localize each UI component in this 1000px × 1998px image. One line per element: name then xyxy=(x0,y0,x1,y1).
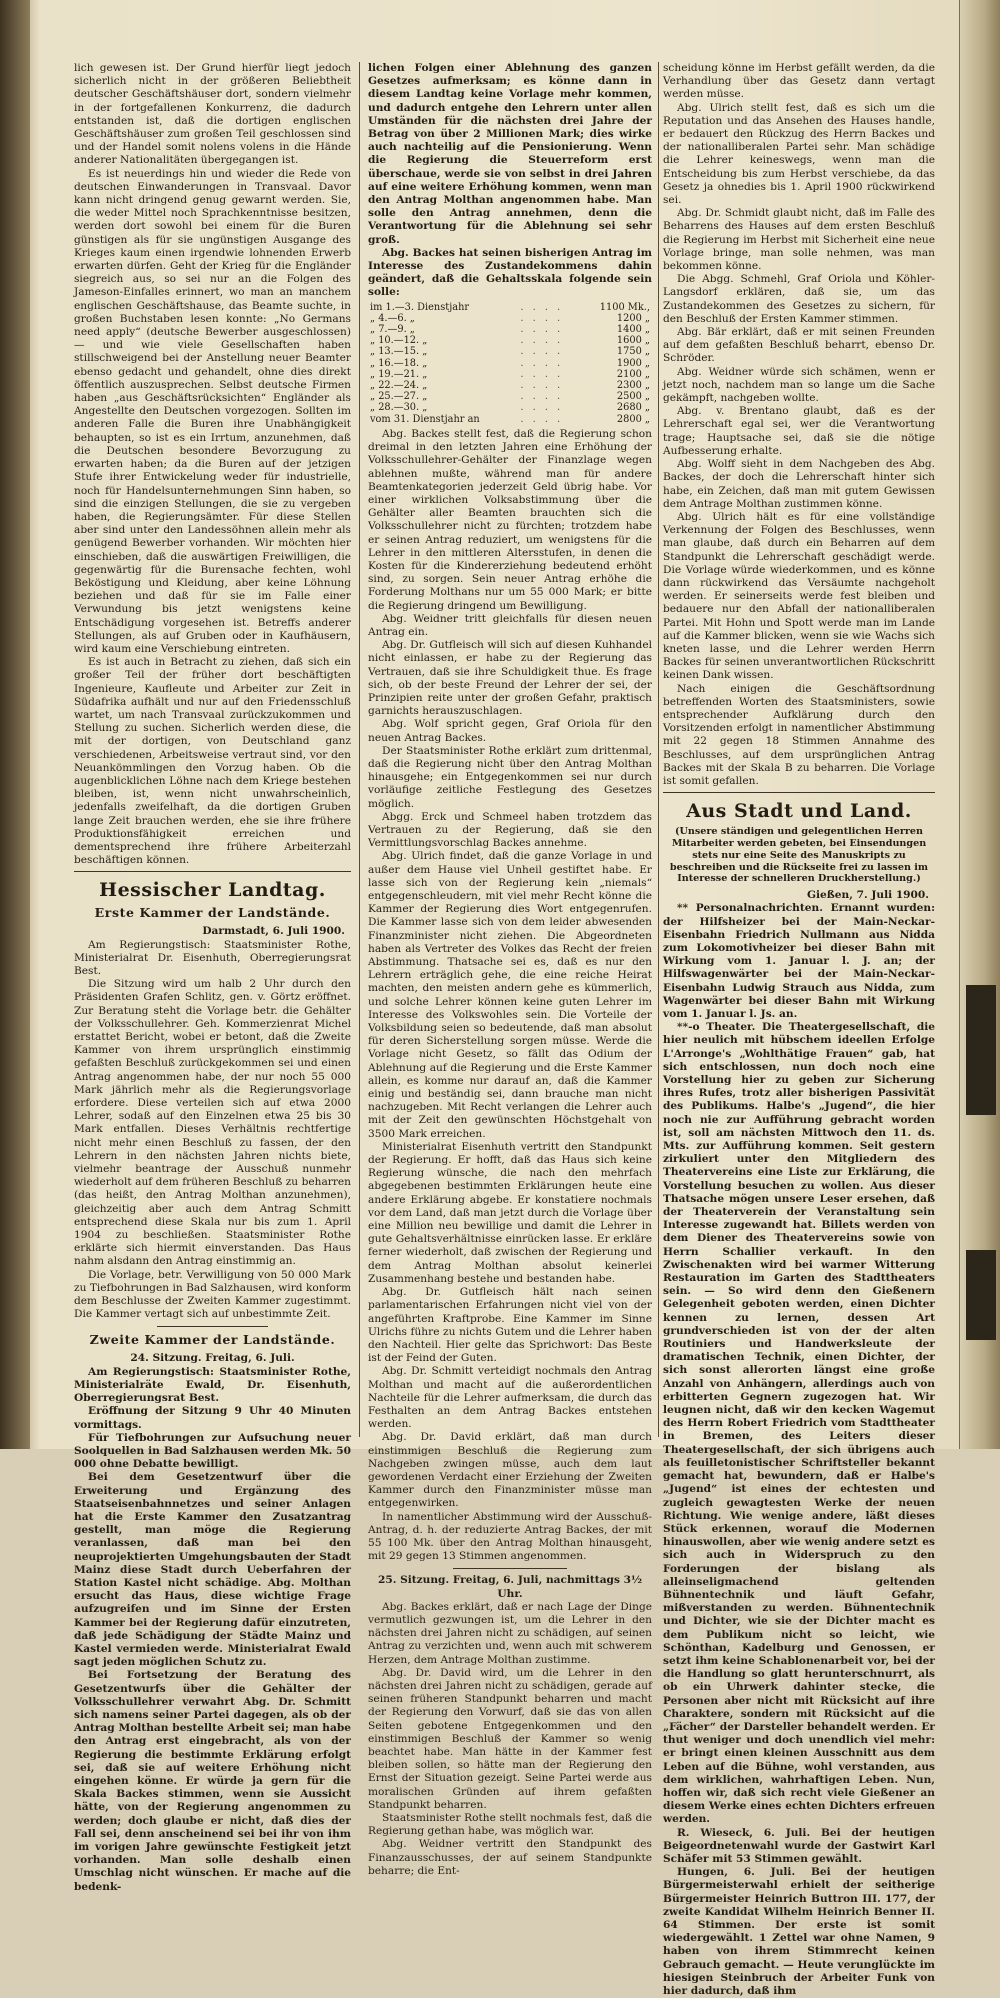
scale-leader-dots: . . . . xyxy=(520,301,564,313)
subheading-zweite-kammer: Zweite Kammer der Landstände. xyxy=(89,1332,336,1348)
paragraph: Die Abgg. Schmehl, Graf Oriola und Köhler-Langsdorf erklären, daß sie, um das Zustandekommen des Gesetzes zu sichern, für den Beschluß der Ersten Kammer stimmen. xyxy=(663,273,935,325)
scale-service-years: „ 19.—21. „ xyxy=(370,368,428,380)
paragraph: Abg. Weidner würde sich schämen, wenn er jetzt noch, nachdem man so lange um die Sache gekämpft, nachgeben wollte. xyxy=(663,365,935,405)
dateline: Gießen, 7. Juli 1900. xyxy=(806,889,929,902)
paragraph: Abg. Bär erklärt, daß er mit seinen Freunden auf dem gefaßten Beschluß beharrt, ebenso Dr. Schröder. xyxy=(663,326,935,365)
paragraph: Abg. Ulrich hält es für eine vollständige Verkennung der Folgen des Beschlusses, wenn man glaube, daß durch ein Beharren auf dem Standpunkt die Lehrerschaft geschädigt werde. Die Vorlage würde wiederkommen, und es könne dann rückwirkend das Versäumte nachgeholt werden. Er seinerseits werde fest bleiben und bedauere nur den Abfall der nationalliberalen Partei. Mit Hohn und Spott werde man im Lande auf die Kammer blicken, wenn sie wie Wachs sich kneten lasse, und die Lehrer werden Herrn Backes für seinen unverantwortlichen Rückschritt keinen Dank wissen. xyxy=(663,510,935,682)
paragraph: Die Sitzung wird um halb 2 Uhr durch den Präsidenten Grafen Schlitz, gen. v. Görtz eröffnet. Zur Beratung steht die Vorlage betr. die Gehälter der Volksschullehrer. Geh. Kommerzienrat Michel erstattet Bericht, wobei er betont, daß die Zweite Kammer von ihrem ursprünglich einstimmig gefaßten Beschluß zurückgekommen sei und einen Antrag angenommen habe, der nur noch 55 000 Mark jährlich mehr als die Regierungsvorlage erfordere. Diese verteilen sich auf etwa 2000 Lehrer, sodaß auf den Einzelnen etwa 25 bis 30 Mark entfallen. Dieses Verhältnis rechtfertige nicht mehr einen Beschluß zu fassen, der den Lehrern in den nächsten Jahren nichts biete, vielmehr beantrage der Ausschuß nunmehr wiederholt auf dem früheren Beschluß zu beharren (das heißt, den Antrag Molthan anzunehmen), gleichzeitig aber auch dem Antrag Schmitt entsprechend diese Skala nur bis zum 1. April 1904 zu beschließen. Staatsminister Rothe erklärte sich hiermit einverstanden. Das Haus nahm alsdann den Antrag einstimmig an. xyxy=(74,978,351,1268)
paragraph: Abg. Dr. Schmitt verteidigt nochmals den Antrag Molthan und macht auf die außerordentlichen Nachteile für die Lehrer aufmerksam, die durch das Festhalten an dem Antrag Backes entstehen werden. xyxy=(368,1365,652,1431)
paragraph: lichen Folgen einer Ablehnung des ganzen Gesetzes aufmerksam; es könne dann in diesem Landtag keine Vorlage mehr kommen, und dadurch entgehe den Lehrern unter allen Umständen für die nächsten drei Jahre der Betrag von über 2 Millionen Mark; dies wirke auch nachteilig auf die Pensionierung. Wenn die Regierung die Steuerreform erst überschaue, werde sie von selbst in drei Jahren auf eine weitere Erhöhung kommen, wenn man den Antrag Molthan angenommen habe. Man solle den Antrag annehmen, denn die Verantwortung für die Ablehnung sei sehr groß. xyxy=(368,62,652,246)
column-rule xyxy=(658,62,659,1437)
salary-scale-row xyxy=(368,380,652,391)
scale-amount: 1750 „ xyxy=(616,346,650,358)
session-line: 25. Sitzung. Freitag, 6. Juli, nachmittags 3½ Uhr. xyxy=(377,1574,643,1600)
salary-scale-row xyxy=(368,335,652,346)
scale-leader-dots: . . . . xyxy=(520,391,564,403)
paragraph: Bei dem Gesetzentwurf über die Erweiterung und Ergänzung des Staatseisenbahnnetzes und seiner Anlagen hat die Erste Kammer den Zusatzantrag gestellt, man möge die Regierung veranlassen, daß man bei den neuprojektierten Umgehungsbauten der Stadt Mainz diese Stadt durch Ueberfahren der Station Kastel nicht schädige. Abg. Molthan ersucht das Haus, diese wichtige Frage aufzugreifen und im Sinne der Ersten Kammer bei der Regierung dafür einzutreten, daß jede Schädigung der Städte Mainz und Kastel vermieden werde. Ministerialrat Ewald sagt jeden möglichen Schutz zu. xyxy=(74,1471,351,1669)
scale-amount: 1100 Mk., xyxy=(599,301,650,313)
scale-leader-dots: . . . . xyxy=(520,312,564,324)
scale-amount: 1900 „ xyxy=(616,357,650,369)
paragraph: Eröffnung der Sitzung 9 Uhr 40 Minuten vormittags. xyxy=(74,1405,351,1431)
paragraph: Abg. Backes hat seinen bisherigen Antrag im Interesse des Zustandekommens dahin geändert, daß die Gehaltsskala folgende sein solle: xyxy=(368,246,652,299)
paragraph: Es ist neuerdings hin und wieder die Rede von deutschen Einwanderungen in Transvaal. Davor kann nicht dringend genug gewarnt werden. Sie, die weder Mittel noch Sprachkenntnisse besitzen, werden dort sowohl bei einem für die Buren günstigen als für sie ungünstigen Ausgange des Krieges kaum einen irgendwie lohnenden Erwerb erwarten dürfen. Geht der Krieg für die Engländer siegreich aus, so sei nur an die Folgen des Jameson-Einfalles erinnert, wo man an manchem englischen Geschäftshause, das Beamte suchte, in großen Buchstaben lesen konnte: „No Germans need apply“ (deutsche Bewerber ausgeschlossen) — und wie viele Gesellschaften haben stillschweigend bei der Anstellung neuer Beamter ebenso gedacht und gehandelt, ohne dies direkt öffentlich auszusprechen. Selbst deutsche Firmen haben „aus Geschäftsrücksichten“ Engländer als Angestellte den Deutschen vorgezogen. Sollten im anderen Falle die Buren ihre Unabhängigkeit behaupten, so ist es ein Irrtum, anzunehmen, daß die Deutschen besondere Bevorzugung zu erwarten haben; da die Buren auf der jetzigen Stufe ihrer Entwickelung weder für industrielle, noch für Handelsunternehmungen Sinn haben, so sind die einzigen Stellungen, die sie zu vergeben haben, die Regierungsämter. Für diese Stellen aber sind unter den Landessöhnen allein mehr als genügend Bewerber vorhanden. Wir möchten hier einschieben, daß die auswärtigen Freiwilligen, die gegenwärtig für die Burensache fechten, wohl Beköstigung und Kleidung, aber keine Löhnung beziehen und daß für sie im Falle einer Verwundung bis jetzt wenigstens keine Entschädigung vorgesehen ist. Betreffs anderer Stellungen, als auf Gruben oder in Kaufhäusern, wird kaum eine Verschiebung eintreten. xyxy=(74,167,351,655)
facing-page-dark-mark xyxy=(966,1250,996,1340)
scale-service-years: im 1.—3. Dienstjahr xyxy=(370,301,470,313)
section-divider xyxy=(74,871,351,872)
scale-service-years: vom 31. Dienstjahr an xyxy=(370,413,480,425)
paragraph: Es ist auch in Betracht zu ziehen, daß sich ein großer Teil der früher dort beschäftigten Ingenieure, Kaufleute und Arbeiter zur Zeit in Südafrika aufhält und nur auf den Friedensschluß wartet, um nach Transvaal zurückzukommen und Stellung zu suchen. Sicherlich werden diese, die mit der dortigen, von Deutschland ganz verschiedenen, Arbeitsweise vertraut sind, vor den Neuankömmlingen den Vorzug haben. Ob die augenblicklichen Löhne nach dem Kriege bestehen bleiben, ist, wenn nicht unwahrscheinlich, jedenfalls zweifelhaft, da die dortigen Gruben lange Zeit brauchen werden, ehe sie ihre frühere Produktionsfähigkeit erreichen und dementsprechend ihre frühere Arbeiterzahl beschäftigen können. xyxy=(74,656,351,867)
scale-leader-dots: . . . . xyxy=(520,380,564,392)
paragraph: Abg. Weidner tritt gleichfalls für diesen neuen Antrag ein. xyxy=(368,612,652,638)
scale-service-years: „ 4.—6. „ xyxy=(370,312,415,324)
paragraph: scheidung könne im Herbst gefällt werden, da die Verhandlung über das Gesetz dann vertagt werden müsse. xyxy=(663,62,935,101)
page-binding-shadow xyxy=(0,0,30,1449)
salary-scale-row xyxy=(368,402,652,413)
paragraph: Abg. Ulrich findet, daß die ganze Vorlage in und außer dem Hause viel Unheil gestiftet habe. Er lasse sich von der Regierung kein „niemals“ entgegenschleudern, mit viel mehr Recht könne die Kammer der Regierung dies Wort entgegenrufen. Die Kammer lasse sich von dem leider abwesenden Finanzminister nicht ziehen. Die Abgeordneten haben als Vertreter des Volkes das Recht der freien Abstimmung. Thatsache sei es, daß es nur den Lehrern erträglich gehe, die eine reiche Heirat machten, den meisten andern gehe es kümmerlich, und solche Lehrer können keine guten Lehrer im Interesse des Volkswohles sein. Die Vorteile der Volksbildung seien so bedeutende, daß man absolut für deren Sicherstellung sorgen müsse. Werde die Vorlage nicht Gesetz, so fällt das Odium der Ablehnung auf die Regierung und die Erste Kammer allein, es komme nur darauf an, daß die Kammer einig und beständig sei, dann brauche man nicht nachzugeben. Mit Recht verlangen die Lehrer auch mit der Zeit den gewünschten Höchstgehalt von 3500 Mark erreichen. xyxy=(368,850,652,1140)
scale-leader-dots: . . . . xyxy=(520,357,564,369)
paragraph: Hungen, 6. Juli. Bei der heutigen Bürgermeisterwahl erhielt der seitherige Bürgermeister Heinrich Buttron III. 177, der zweite Kandidat Wilhelm Heinrich Benner II. 64 Stimmen. Der erste ist somit wiedergewählt. 1 Zettel war ohne Namen, 9 haben von ihrem Stimmrecht keinen Gebrauch gemacht. — Heute verunglückte im hiesigen Steinbruch der Arbeiter Funk von hier dadurch, daß ihm xyxy=(663,1866,935,1998)
column-1-article xyxy=(74,62,351,867)
facing-page-edge xyxy=(959,0,1000,1449)
paragraph: Abg. Weidner vertritt den Standpunkt des Finanzausschusses, der auf seinem Standpunkte beharre; die Ent- xyxy=(368,1838,652,1877)
scale-service-years: „ 13.—15. „ xyxy=(370,346,428,358)
scale-amount: 2680 „ xyxy=(616,402,650,414)
paragraph: Abg. v. Brentano glaubt, daß es der Lehrerschaft egal sei, wer die Verantwortung trage; Hauptsache sei, daß sie die nötige Aufbesserung erhalte. xyxy=(663,405,935,457)
scale-service-years: „ 28.—30. „ xyxy=(370,402,428,414)
scale-leader-dots: . . . . xyxy=(520,413,564,425)
scale-amount: 2300 „ xyxy=(616,380,650,392)
scale-leader-dots: . . . . xyxy=(520,368,564,380)
scale-service-years: „ 10.—12. „ xyxy=(370,335,428,347)
subheading-erste-kammer: Erste Kammer der Landstände. xyxy=(94,905,331,921)
paragraph: Die Vorlage, betr. Verwilligung von 50 000 Mark zu Tiefbohrungen in Bad Salzhausen, wird konform dem Beschlusse der Zweiten Kammer zugestimmt. Die Kammer vertagt sich auf unbestimmte Zeit. xyxy=(74,1268,351,1321)
column-1 xyxy=(74,62,351,1893)
section-title-stadt-und-land: Aus Stadt und Land. xyxy=(686,800,912,823)
salary-scale-row xyxy=(368,391,652,402)
paragraph: Abg. Wolf spricht gegen, Graf Oriola für den neuen Antrag Backes. xyxy=(368,718,652,744)
section-title-landtag: Hessischer Landtag. xyxy=(99,879,326,902)
dateline: Darmstadt, 6. Juli 1900. xyxy=(202,925,345,938)
session-line: 24. Sitzung. Freitag, 6. Juli. xyxy=(130,1352,295,1365)
scale-leader-dots: . . . . xyxy=(520,335,564,347)
paragraph: Abg. Dr. David erklärt, daß man durch einstimmigen Beschluß die Regierung zum Nachgeben zwingen müsse, auch dem laut gewordenen Verdacht einer Erziehung der Zweiten Kammer durch den Finanzminister müsse man entgegenwirken. xyxy=(368,1431,652,1510)
salary-scale-row xyxy=(368,358,652,369)
paragraph: Bei Fortsetzung der Beratung des Gesetzentwurfs über die Gehälter der Volksschullehrer verwahrt Abg. Dr. Schmitt sich namens seiner Partei dagegen, als ob der Antrag Molthan bestellte Arbeit sei; man habe den Antrag erst eingebracht, als von der Regierung die bestimmte Erklärung erfolgt sei, daß sie auf weitere Erhöhung nicht eingehen könne. Er würde ja gern für die Skala Backes stimmen, wenn sie Aussicht hätte, von der Regierung angenommen zu werden; doch glaube er nicht, daß dies der Fall sei, denn anscheinend sei bei ihr von ihm im vorigen Jahre gewünschte Festigkeit jetzt vorhanden. Man solle deshalb einen Umschlag nicht wünschen. Er mache auf die bedenk- xyxy=(74,1669,351,1893)
paragraph: Am Regierungstisch: Staatsminister Rothe, Ministerialrat Dr. Eisenhuth, Oberregierungsrat Best. xyxy=(74,938,351,977)
scale-leader-dots: . . . . xyxy=(520,402,564,414)
paragraph: **-o Theater. Die Theatergesellschaft, die hier neulich mit hübschem ideellen Erfolge L'Arronge's „Wohlthätige Frauen“ gab, hat sich entschlossen, nun doch noch eine Vorstellung hier zu geben zur Sicherung ihres Rufes, trotz aller bisherigen Passivität des Publikums. Halbe's „Jugend“, die hier noch nie zur Aufführung gebracht worden ist, soll am nächsten Mittwoch den 11. ds. Mts. zur Aufführung kommen. Seit gestern zirkuliert unter den Mitgliedern des Theatervereins eine Liste zur Erklärung, die Vorstellung besuchen zu wollen. Aus dieser Thatsache mögen unsere Leser ersehen, daß der Theaterverein der Veranstaltung sein Interesse zugewandt hat. Billets werden von dem Diener des Theatervereins sowie von Herrn Schallier verkauft. In den Zwischenakten wird bei warmer Witterung Restauration im Garten des Stadttheaters sein. — So wird denn den Gießenern Gelegenheit geboten werden, einen Dichter kennen zu lernen, dessen Art grundverschieden ist von der der alten Routiniers und Handwerksleute der dramatischen Technik, einen Dichter, der sich sonst allerorten längst eine große Anzahl von Anhängern, allerdings auch von erbitterten Gegnern zugezogen hat. Wir leugnen nicht, daß wir den kecken Wagemut des Herrn Robert Friedrich vom Stadttheater in Bremen, des Leiters dieser Theatergesellschaft, der sich übrigens auch als feuilletonistischer Schriftsteller bekannt gemacht hat, bewundern, daß er Halbe's „Jugend“ ist eines der echtesten und zugleich gewagtesten Werke der neuen Richtung. Wie wenige andere, läßt dieses Stück erkennen, worauf die Modernen hinauswollen, aber wie wenig andere setzt es sich auch in Widerspruch zu den Forderungen der bislang als alleinseligmachend geltenden Bühnentechnik und läuft Gefahr, mißverstanden zu werden. Bühnentechnik und Dichter, wie sie der Dichter macht es dem Publikum nicht so leicht, wie Schönthan, Kadelburg und Genossen, er setzt ihm keine Schablonenarbeit vor, bei der die Handlung so glatt herunterschnurrt, als ob ein Uhrwerk dahinter stecke, die Personen aber nicht mit Rücksicht auf ihre Charaktere, sondern mit Rücksicht auf die „Fächer“ der Darsteller behandelt werden. Er thut weniger und doch unendlich viel mehr: er bringt einen kleinen Ausschnitt aus dem Leben auf die Bühne, wohl verstanden, aus dem wirklichen, wahrhaftigen Leben. Nun, hoffen wir, daß sich recht viele Gießener an diesem Werke eines echten Dichters erfreuen werden. xyxy=(663,1021,935,1826)
scale-amount: 1400 „ xyxy=(616,324,650,336)
scale-amount: 2500 „ xyxy=(616,391,650,403)
paragraph: Abg. Dr. Gutfleisch will sich auf diesen Kuhhandel nicht einlassen, er habe zu der Regierung das Vertrauen, daß sie ihre Schuldigkeit thue. Es frage sich, ob der beste Freund der Lehrer der sei, der Prinzipien reite unter der großen Gefahr, praktisch garnichts herauszuschlagen. xyxy=(368,639,652,718)
scale-service-years: „ 25.—27. „ xyxy=(370,391,428,403)
paragraph: Für Tiefbohrungen zur Aufsuchung neuer Soolquellen in Bad Salzhausen werden Mk. 50 000 ohne Debatte bewilligt. xyxy=(74,1431,351,1471)
section-divider xyxy=(663,792,935,793)
scale-service-years: „ 16.—18. „ xyxy=(370,357,428,369)
short-divider xyxy=(157,1326,268,1327)
salary-scale-row xyxy=(368,302,652,313)
paragraph: Abg. Wolff sieht in dem Nachgeben des Abg. Backes, der doch die Lehrerschaft hinter sich habe, ein Zeichen, daß man mit gutem Gewissen dem Antrage Molthan zustimmen könne. xyxy=(663,458,935,510)
scale-leader-dots: . . . . xyxy=(520,346,564,358)
salary-scale-row xyxy=(368,369,652,380)
paragraph: ** Personalnachrichten. Ernannt wurden: der Hilfsheizer bei der Main-Neckar-Eisenbahn Friedrich Nullmann aus Nidda zum Lokomotivheizer bei dieser Bahn mit Wirkung vom 1. Januar l. J. an; der Hilfswagenwärter bei der Main-Neckar-Eisenbahn Ludwig Strauch aus Nidda, zum Wagenwärter bei dieser Bahn mit Wirkung vom 1. Januar l. Js. an. xyxy=(663,902,935,1020)
paragraph: In namentlicher Abstimmung wird der Ausschuß-Antrag, d. h. der reduzierte Antrag Backes, der mit 55 100 Mk. über den Antrag Molthan hinausgeht, mit 29 gegen 13 Stimmen angenommen. xyxy=(368,1510,652,1563)
paragraph: Abg. Dr. Gutfleisch hält nach seinen parlamentarischen Erfahrungen nicht viel von der angeführten Kraftprobe. Eine Kammer im Sinne Ulrichs führe zu nichts Gutem und die Lehrer haben den Nachteil. Hier gelte das Sprichwort: Das Beste ist der Feind der Guten. xyxy=(368,1286,652,1365)
scale-amount: 2800 „ xyxy=(616,413,650,425)
column-rule xyxy=(359,62,360,1437)
paragraph: Staatsminister Rothe stellt nochmals fest, daß die Regierung gethan habe, was möglich war. xyxy=(368,1812,652,1838)
paragraph: Am Regierungstisch: Staatsminister Rothe, Ministerialräte Ewald, Dr. Eisenhuth, Oberregierungsrat Best. xyxy=(74,1365,351,1405)
paragraph: Abgg. Erck und Schmeel haben trotzdem das Vertrauen zu der Regierung, daß sie den Vermittlungsvorschlag Backes annehme. xyxy=(368,810,652,850)
paragraph: Abg. Dr. David wird, um die Lehrer in den nächsten drei Jahren nicht zu schädigen, gerade auf seinen früheren Standpunkt beharren und macht der Regierung den Vorwurf, daß sie das von allen Seiten gebotene Entgegenkommen und den einstimmigen Beschluß der Kammer so wenig beachtet habe. Man hätte in der Kammer fest bleiben sollen, so hätte man der Regierung den Ernst der Situation gezeigt. Seine Partei werde aus moralischen Gründen auf ihrem gefaßten Standpunkt beharren. xyxy=(368,1666,652,1811)
scale-service-years: „ 22.—24. „ xyxy=(370,380,428,392)
scale-service-years: „ 7.—9. „ xyxy=(370,324,415,336)
paragraph: Abg. Backes stellt fest, daß die Regierung schon dreimal in den letzten Jahren eine Erhöhung der Volksschullehrer-Gehälter der Finanzlage wegen ablehnen mußte, während man für andere Beamtenkategorien jederzeit Geld übrig habe. Vor einer wirklichen Volksabstimmung über die Gehälter aller Beamten brauchten sich die Volksschullehrer nicht zu fürchten; trotzdem habe er seinen Antrag reduziert, um wenigstens für die Lehrer in den mittleren Altersstufen, in denen die Kosten für die Kindererziehung bedeutend erhöht sind, zu sorgen. Sein neuer Antrag erhöhe die Forderung Molthans nur um 55 000 Mark; er bitte die Regierung dringend um Bewilligung. xyxy=(368,427,652,612)
paragraph: Abg. Backes erklärt, daß er nach Lage der Dinge vermutlich gezwungen ist, um die Lehrer in den nächsten drei Jahren nicht zu schädigen, auf seinen Antrag zu verzichten und, wenn auch mit schwerem Herzen, dem Antrage Molthan zustimme. xyxy=(368,1600,652,1666)
editorial-note: (Unsere ständigen und gelegentlichen Herren Mitarbeiter werden gebeten, bei Einsendungen stets nur eine Seite des Manuskripts zu beschreiben und die Rückseite frei zu lassen im Interesse der schnelleren Druckherstellung.) xyxy=(669,826,929,885)
short-divider xyxy=(453,1568,567,1569)
paragraph: Nach einigen die Geschäftsordnung betreffenden Worten des Staatsministers, sowie entsprechender Aufklärung durch den Vorsitzenden erfolgt in namentlicher Abstimmung mit 22 gegen 18 Stimmen Annahme des Beschlusses, auf dem ursprünglichen Antrag Backes mit der Skala B zu beharren. Die Vorlage ist somit gefallen. xyxy=(663,682,935,787)
scale-leader-dots: . . . . xyxy=(520,324,564,336)
paragraph: Abg. Dr. Schmidt glaubt nicht, daß im Falle des Beharrens des Hauses auf dem ersten Beschluß die Regierung im Herbst mit Sicherheit eine neue Vorlage bringe, man solle nehmen, was man bekommen könne. xyxy=(663,207,935,273)
paragraph: Ministerialrat Eisenhuth vertritt den Standpunkt der Regierung. Er hofft, daß das Haus sich keine Regierung wünsche, die nach den mehrfach abgegebenen bestimmten Erklärungen heute eine andere Erklärung abgebe. Er konstatiere nochmals vor dem Land, daß man jetzt durch die Vorlage über eine Million neu bewillige und damit die Lehrer in gute Gehaltsverhältnisse einrücken lasse. Er erkläre ferner wiederholt, daß zwischen der Regierung und dem Antrag Molthan absolut keinerlei Zusammenhang bestehe und bestanden habe. xyxy=(368,1140,652,1285)
salary-scale-row xyxy=(368,324,652,335)
column-2 xyxy=(368,62,652,1877)
salary-scale-row xyxy=(368,313,652,324)
facing-page-dark-mark xyxy=(966,985,996,1115)
paragraph: lich gewesen ist. Der Grund hierfür liegt jedoch sicherlich nicht in der größeren Beliebtheit deutscher Geschäftshäuser dort, sondern vielmehr in der fortgefallenen Konkurrenz, die dadurch entstanden ist, daß die dortigen englischen Geschäftshäuser zum großen Teil geschlossen sind und der Handel somit nolens volens in die Hände anderer Nationalitäten übergegangen ist. xyxy=(74,62,351,167)
salary-scale-table xyxy=(368,302,652,425)
paragraph: R. Wieseck, 6. Juli. Bei der heutigen Beigeordnetenwahl wurde der Gastwirt Karl Schäfer mit 53 Stimmen gewählt. xyxy=(663,1826,935,1865)
paragraph: Der Staatsminister Rothe erklärt zum drittenmal, daß die Regierung nicht über den Antrag Molthan hinausgehe; ein Entgegenkommen sei nur durch vorläufige zeitliche Festlegung des Gesetzes möglich. xyxy=(368,744,652,810)
scale-amount: 2100 „ xyxy=(616,368,650,380)
scale-amount: 1600 „ xyxy=(616,335,650,347)
salary-scale-row xyxy=(368,346,652,357)
scale-amount: 1200 „ xyxy=(616,312,650,324)
paragraph: Abg. Ulrich stellt fest, daß es sich um die Reputation und das Ansehen des Hauses handle, er bedauert den Rückzug des Herrn Backes und der nationalliberalen Partei sehr. Man schädige die Lehrer keineswegs, wenn man die Entscheidung bis zum Herbst verschiebe, da das Gesetz ja ohnedies bis 1. April 1900 rückwirkend sei. xyxy=(663,101,935,207)
column-3 xyxy=(663,62,935,1998)
salary-scale-row xyxy=(368,414,652,425)
